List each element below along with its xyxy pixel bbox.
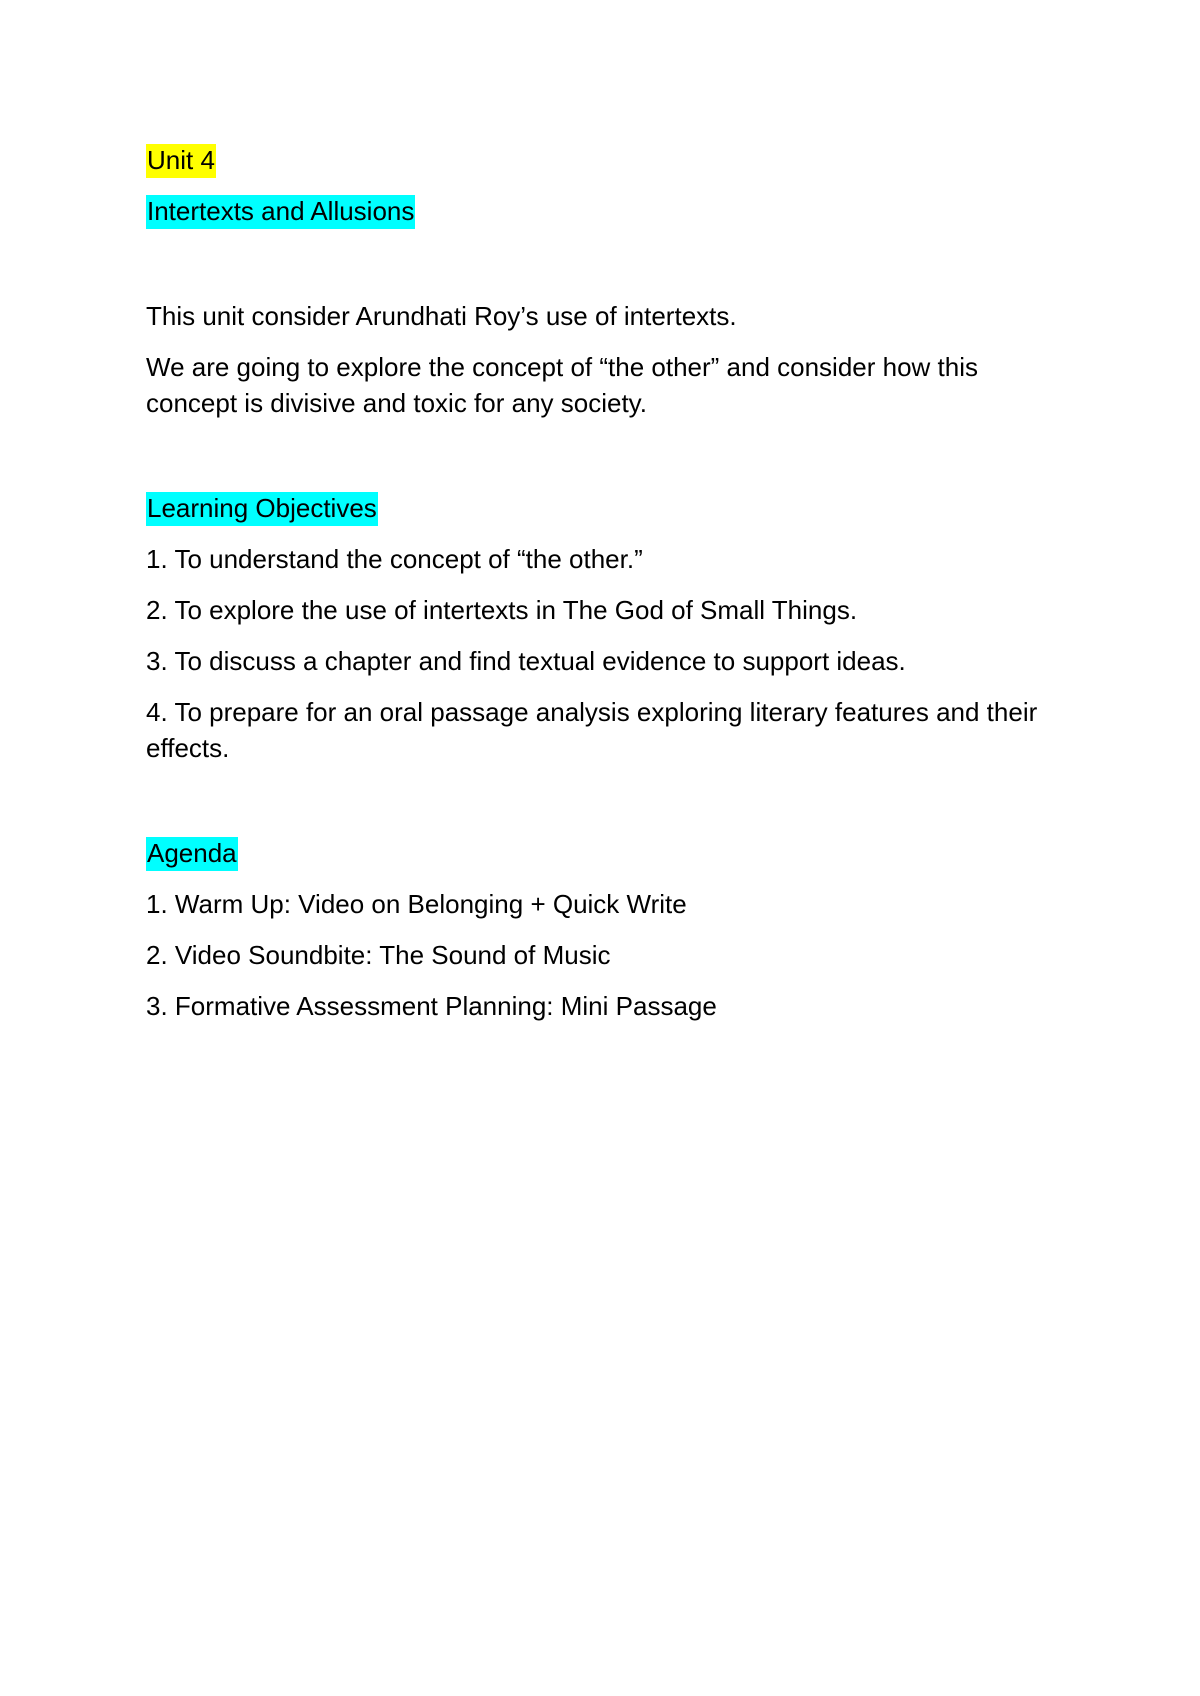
intro-paragraph-1: This unit consider Arundhati Roy’s use of intertexts.	[146, 301, 737, 331]
list-item: 3. To discuss a chapter and find textual evidence to support ideas.	[146, 646, 906, 676]
spacer	[146, 244, 1066, 298]
objectives-heading-line	[146, 490, 1066, 526]
list-item: 2. Video Soundbite: The Sound of Music	[146, 940, 611, 970]
list-item: 2. To explore the use of intertexts in The God of Small Things.	[146, 595, 858, 625]
spacer	[146, 781, 1066, 835]
unit-title: Intertexts and Allusions	[146, 195, 415, 229]
unit-label-line	[146, 142, 1066, 178]
agenda-heading-line	[146, 835, 1066, 871]
list-item: 1. Warm Up: Video on Belonging + Quick Write	[146, 889, 687, 919]
unit-label: Unit 4	[146, 144, 216, 178]
spacer	[146, 436, 1066, 490]
unit-title-line	[146, 193, 1066, 229]
intro-paragraph-2: We are going to explore the concept of “the other” and consider how this concept is divisive and toxic for any society.	[146, 352, 979, 418]
document-content	[146, 142, 1066, 1039]
agenda-heading: Agenda	[146, 837, 238, 871]
list-item: 4. To prepare for an oral passage analysis exploring literary features and their effects.	[146, 697, 1038, 763]
list-item: 3. Formative Assessment Planning: Mini Passage	[146, 991, 717, 1021]
list-item: 1. To understand the concept of “the other.”	[146, 544, 643, 574]
agenda-list	[146, 886, 1066, 1024]
objectives-heading: Learning Objectives	[146, 492, 378, 526]
objectives-list	[146, 541, 1066, 766]
